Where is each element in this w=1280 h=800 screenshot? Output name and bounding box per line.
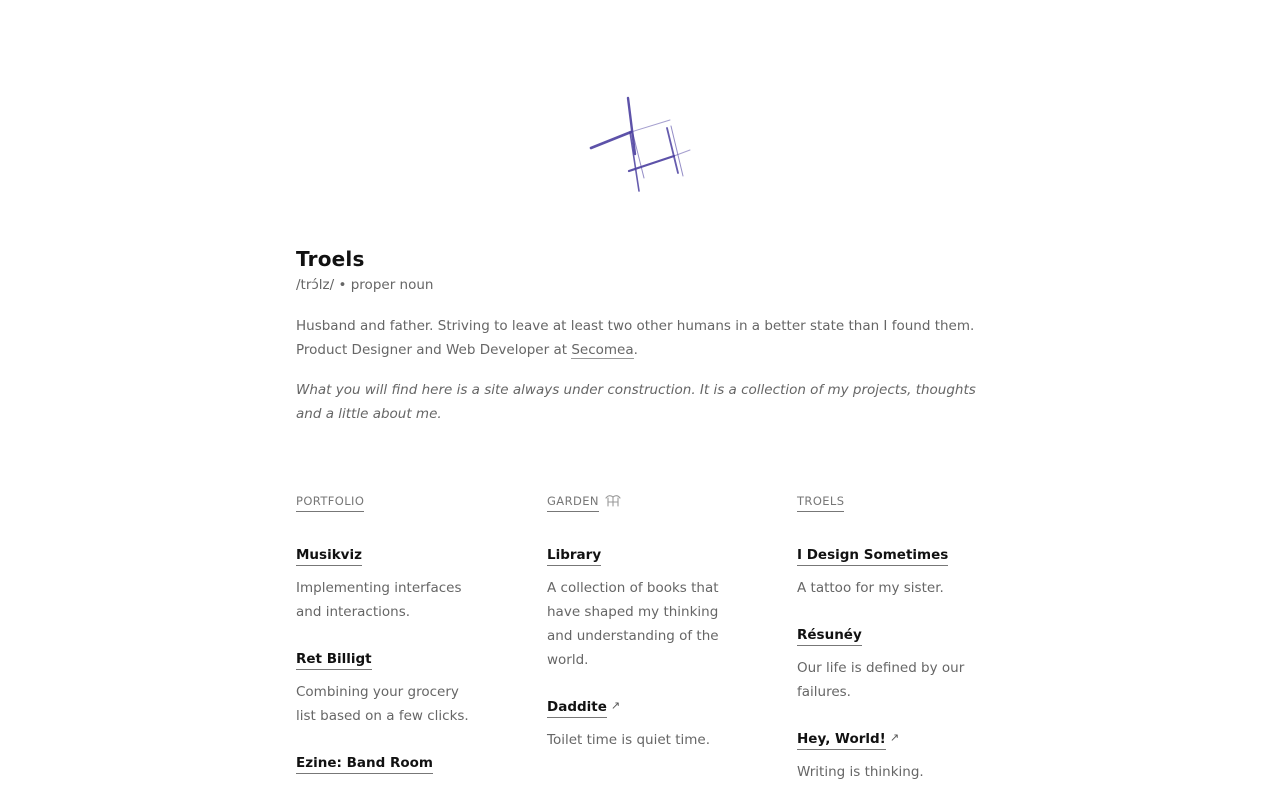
- item-description: Writing is thinking.: [797, 764, 924, 780]
- bio-line-1: Husband and father. Striving to leave at least two other humans in a better state than I found them.: [296, 318, 975, 334]
- bio-line-2-suffix: .: [633, 342, 638, 358]
- pronunciation: /trɔ́lz/ • proper noun: [296, 277, 434, 293]
- garden-column: [547, 490, 737, 776]
- logo-icon[interactable]: [586, 94, 694, 194]
- portfolio-heading-link[interactable]: PORTFOLIO: [296, 491, 364, 512]
- external-link-icon: ↗: [889, 731, 900, 744]
- employer-link[interactable]: Secomea: [571, 342, 634, 358]
- external-link-icon: ↗: [610, 699, 621, 712]
- page-title: Troels: [296, 247, 365, 271]
- bio-line-2-prefix: Product Designer and Web Developer at: [296, 342, 572, 358]
- library-link[interactable]: Library: [547, 545, 601, 566]
- troels-heading-link[interactable]: TROELS: [797, 491, 844, 512]
- i-design-sometimes-link[interactable]: I Design Sometimes: [797, 545, 948, 566]
- bio: [296, 314, 986, 362]
- troels-column: [797, 490, 987, 800]
- list-item: [797, 624, 987, 704]
- tagline: What you will find here is a site always under construction. It is a collection of my projects, thoughts and a little about me.: [296, 382, 976, 422]
- list-item: [296, 544, 486, 624]
- list-item: [296, 648, 486, 728]
- list-item: [797, 544, 987, 600]
- item-description: A tattoo for my sister.: [797, 580, 944, 596]
- daddite-link[interactable]: Daddite: [547, 697, 607, 718]
- item-description: Combining your grocery list based on a few clicks.: [296, 684, 469, 724]
- musikviz-link[interactable]: Musikviz: [296, 545, 362, 566]
- list-item: [797, 728, 987, 784]
- portfolio-column: [296, 490, 486, 798]
- list-item: [296, 752, 486, 774]
- item-description: Toilet time is quiet time.: [547, 732, 711, 748]
- hey-world-link[interactable]: Hey, World!: [797, 729, 886, 750]
- list-item: [547, 544, 737, 672]
- ret-billigt-link[interactable]: Ret Billigt: [296, 649, 372, 670]
- item-description: Our life is defined by our failures.: [797, 660, 965, 700]
- item-description: A collection of books that have shaped my thinking and understanding of the world.: [547, 580, 719, 668]
- list-item: [547, 696, 737, 752]
- resume-link[interactable]: Résunéy: [797, 625, 862, 646]
- item-description: Implementing interfaces and interactions.: [296, 580, 462, 620]
- ezine-band-room-link[interactable]: Ezine: Band Room: [296, 753, 433, 774]
- garden-heading-link[interactable]: GARDEN: [547, 491, 599, 512]
- intro: [296, 246, 986, 426]
- plant-icon: [605, 493, 621, 507]
